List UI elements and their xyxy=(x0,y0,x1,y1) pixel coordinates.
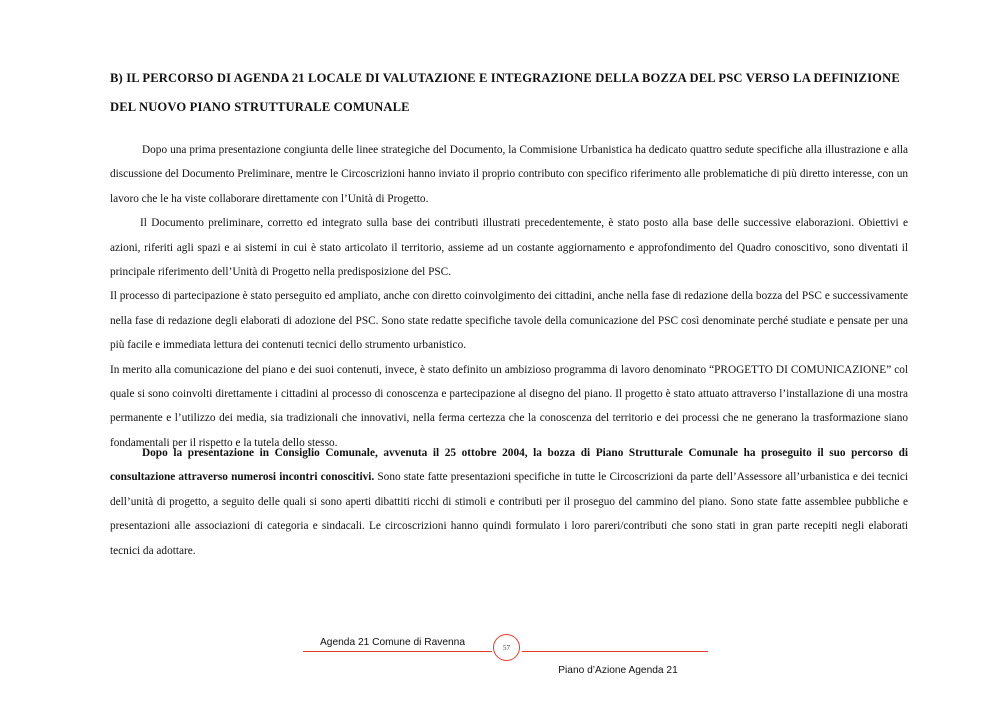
body-block-1 xyxy=(110,138,908,455)
page-number: 57 xyxy=(493,634,520,661)
paragraph-communication: In merito alla comunicazione del piano e dei suoi contenuti, invece, è stato definito un ambizioso programma di lavoro denominato “PROGETTO DI COMUNICAZIONE” col quale si sono coinvolti direttamente i cittadini al processo di conoscenza e partecipazione al disegno del piano. Il progetto è stato attuato attraverso l’installazione di una mostra permanente e l’utilizzo dei media, sia tradizionali che innovativi, nella ferma certezza che la conoscenza del territorio e dei processi che ne generano la trasformazione siano fondamentali per il rispetto e la tutela dello stesso. xyxy=(110,363,908,449)
footer-right-text: Piano d’Azione Agenda 21 xyxy=(558,665,678,676)
section-heading: B) IL PERCORSO DI AGENDA 21 LOCALE DI VALUTAZIONE E INTEGRAZIONE DELLA BOZZA DEL PSC VERSO LA DEFINIZIONE DEL NUOVO PIANO STRUTTURALE COMUNALE xyxy=(110,71,900,114)
paragraph-commission: Dopo una prima presentazione congiunta delle linee strategiche del Documento, la Commisione Urbanistica ha dedicato quattro sedute specifiche alla illustrazione e alla discussione del Documento Preliminare, mentre le Circoscrizioni hanno inviato il proprio contributo con specifico riferimento alle problematiche di più diretto interesse, con un lavoro che le ha viste collaborare direttamente con l’Unità di Progetto. xyxy=(110,144,908,205)
paragraph-council-rest: Sono state fatte presentazioni specifiche in tutte le Circoscrizioni da parte dell’Assessore all’urbanistica e dei tecnici dell’unità di progetto, a seguito delle quali si sono aperti dibattiti ricchi di stimoli e contributi per il proseguo del cammino del piano. Sono state fatte assemblee pubbliche e presentazioni alle associazioni di categoria e sindacali. Le circoscrizioni hanno quindi formulato i loro pareri/contributi che sono stati in gran parte recepiti negli elaborati tecnici da adottare. xyxy=(110,471,909,557)
footer-rule-left xyxy=(303,651,492,652)
paragraph-council-bold: Dopo la presentazione in Consiglio Comunale, avvenuta il 25 ottobre 2004, la bozza di Piano Strutturale Comunale ha proseguito il suo percorso di consultazione attraverso numerosi incontri conoscitivi. xyxy=(110,447,908,484)
footer-left-text: Agenda 21 Comune di Ravenna xyxy=(320,637,465,648)
paragraph-preliminary-document: Il Documento preliminare, corretto ed integrato sulla base dei contributi illustrati precedentemente, è stato posto alla base delle successive elaborazioni. Obiettivi e azioni, riferiti agli spazi e ai sistemi in cui è stato articolato il territorio, assieme ad un costante aggiornamento e approfondimento del Quadro conoscitivo, sono diventati il principale riferimento dell’Unità di Progetto nella predisposizione del PSC. xyxy=(110,217,908,279)
paragraph-participation: Il processo di partecipazione è stato perseguito ed ampliato, anche con diretto coinvolgimento dei cittadini, anche nella fase di redazione della bozza del PSC e successivamente nella fase di redazione degli elaborati di adozione del PSC. Sono state redatte specifiche tavole della comunicazione del PSC così denominate perché studiate e pensate per una più facile e immediata lettura dei contenuti tecnici dello strumento urbanistico. xyxy=(110,290,908,352)
body-block-2 xyxy=(110,441,908,563)
footer-rule-right xyxy=(522,651,708,652)
paragraph-council-presentation xyxy=(110,441,908,563)
